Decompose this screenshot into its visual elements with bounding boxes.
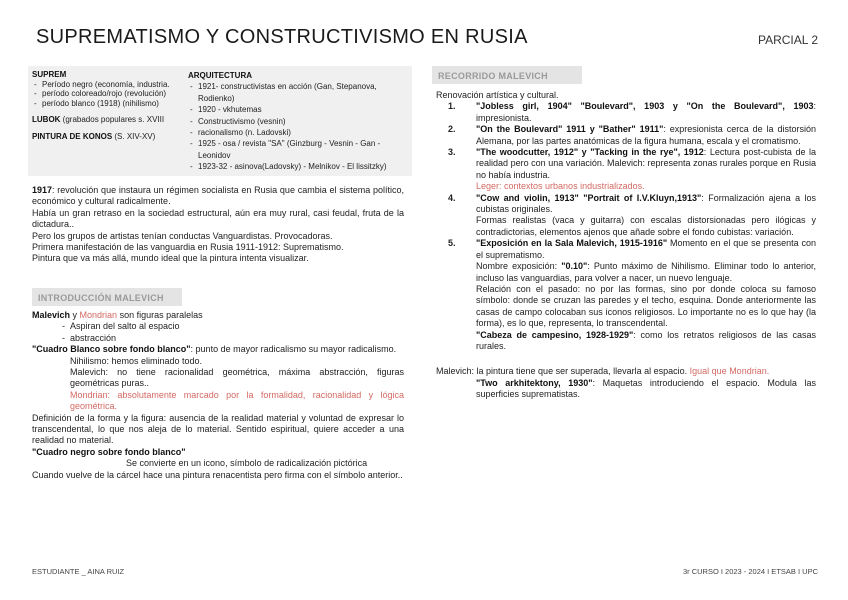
page-title: SUPREMATISMO Y CONSTRUCTIVISMO EN RUSIA [36, 26, 528, 48]
cabeza-line [438, 330, 816, 353]
arquitectura-title: ARQUITECTURA [188, 71, 252, 80]
item-title: "Cow and violin, 1913" "Portrait of I.V.Kluyn,1913" [476, 192, 702, 203]
mondrian-name: Mondrian [79, 310, 118, 320]
arkhi-line [438, 378, 816, 401]
intro-malevich-block [32, 310, 404, 481]
parallel-line [32, 310, 404, 321]
konos-label: PINTURA DE KONOS [32, 131, 113, 141]
item-number: 4. [448, 192, 456, 203]
cuadro-negro-text: Se convierte en un icono, símbolo de radicalización pictórica [126, 458, 368, 469]
lubok-text: (grabados populares s. XVIII [60, 115, 165, 125]
year-text: : revolución que instaura un régimen socialista en Rusia que cambia el sistema político, económico y cultural radicalmente. [32, 185, 404, 207]
bullet-item: - abstracción [60, 333, 404, 344]
expo-rest: : Punto máximo de Nihilismo. Eliminar todo lo anterior, incluso las vanguardias, para volver a nacer, un nuevo lenguaje. [476, 261, 816, 283]
bullet-item: - Aspiran del salto al espacio [60, 321, 404, 332]
formas-line: Formas realistas (vaca y guitarra) con escalas distorsionadas pero ilógicas y contradictorias, elementos ajenos que añade sobre el fondo cubistas: variación. [476, 215, 816, 237]
item-number: 1. [448, 101, 456, 112]
nihilismo-line: Nihilismo: hemos eliminado todo. [70, 355, 203, 366]
lubok-line [32, 115, 180, 125]
year-1917: 1917 [32, 185, 53, 195]
leger-line: Leger: contextos urbanos industrializados. [476, 181, 645, 192]
item-title: "The woodcutter, 1912" y "Tacking in the rye", 1912 [476, 147, 704, 158]
item-title: "Jobless girl, 1904" "Boulevard", 1903 y "On the Boulevard", 1903 [476, 101, 814, 112]
arq-item: - racionalismo (n. Ladovski) [188, 127, 410, 138]
item-number: 2. [448, 124, 456, 135]
konos-line [32, 132, 180, 142]
arquitectura-column [188, 70, 410, 173]
mondrian-geo-line: Mondrian: absolutamente marcado por la formalidad, racionalidad y lógica geométrica. [70, 389, 404, 412]
arq-item: - Constructivismo (vesnin) [188, 116, 410, 127]
intro-1917 [32, 185, 404, 208]
suprem-title: SUPREM [32, 70, 67, 79]
arq-item: - 1925 - osa / revista "SA" (Ginzburg - Vesnin - Gan - Leonidov [188, 138, 410, 161]
recorrido-item [438, 193, 816, 216]
cuadro-blanco-line [32, 344, 404, 355]
cabeza-rest: : como los retratos religiosos de las casas rurales. [476, 329, 817, 351]
recorrido-block [438, 90, 816, 401]
recorrido-heading: RECORRIDO MALEVICH [432, 66, 582, 84]
cuadro-blanco-title: "Cuadro Blanco sobre fondo blanco" [32, 344, 191, 355]
malevich-name: Malevich [32, 310, 71, 320]
item-text: : impresionista. [476, 101, 816, 123]
arq-item: - 1923-32 - asinova(Ladovsky) - Melnikov - El lissitzky) [188, 161, 410, 172]
superada-line [436, 366, 816, 377]
arkhi-title: "Two arkhitektony, 1930" [476, 377, 593, 388]
item-text: : expresionista cerca de la distorsión Alemana, por las partes anatómicas de la figura humana, escala y el cromatismo. [476, 124, 816, 146]
recorrido-item [438, 124, 816, 147]
suprem-item: - período blanco (1918) (nihilismo) [32, 99, 180, 109]
recorrido-item [438, 147, 816, 181]
item-title: "On the Boulevard" 1911 y "Bather" 1911" [476, 124, 664, 135]
item-number: 5. [448, 238, 456, 249]
expo-line [438, 261, 816, 284]
item-text: : Formalización ajena a los cubistas originales. [476, 192, 816, 215]
cabeza-title: "Cabeza de campesino, 1928-1929" [476, 329, 634, 340]
suprem-item: - Período negro (economía, industria. [32, 80, 180, 90]
intro-block [32, 185, 404, 265]
parcial-label: PARCIAL 2 [757, 33, 818, 47]
intro-paragraph: Había un gran retraso en la sociedad estructural, aún era muy rural, casi feudal, fruta de la dictadura.. [32, 207, 404, 230]
parallel-rest: son figuras paralelas [117, 310, 203, 320]
info-box [28, 66, 412, 176]
arq-item: - 1921- constructivistas en acción (Gan, Stepanova, Rodienko) [188, 81, 410, 104]
malevich-geo-line: Malevich: no tiene racionalidad geométrica, máxima abstracción, figuras geométricas puras.. [70, 367, 404, 389]
intro-paragraph: Pero los grupos de artistas tenían conductas Vanguardistas. Provocadoras. [32, 230, 333, 241]
arq-item: - 1920 - vkhutemas [188, 104, 410, 115]
arkhi-rest: : Maquetas introduciendo el espacio. Modula las superficies suprematistas. [476, 377, 817, 400]
item-number: 3. [448, 147, 456, 158]
cuadro-negro-bold: "Cuadro negro sobre fondo blanco" [32, 446, 186, 457]
item-text: : Lectura post-cubista de la realidad pero con una variación. Malevich: representa zonas rurales porque en Rusia no había industria. [476, 147, 816, 180]
item-title: "Exposición en la Sala Malevich, 1915-1916" [476, 238, 668, 249]
recorrido-intro: Renovación artística y cultural. [436, 90, 559, 100]
suprem-column [32, 70, 180, 142]
recorrido-item [438, 238, 816, 261]
final-paragraph: Cuando vuelve de la cárcel hace una pintura renacentista pero firma con el símbolo anterior.. [32, 469, 403, 480]
superada-text: Malevich: la pintura tiene que ser superada, llevarla al espacio. [436, 366, 690, 377]
relacion-line: Relación con el pasado: no por las formas, sino por donde coloca su famoso símbolo: donde se cruzan las paredes y el techo, esquina. Donde anteriormente las casas de campo colocaban sus iconos religiosos. Lo importante no es lo que hay (la forma), es lo que, representa, lo transcendental. [476, 283, 816, 329]
intro-paragraph: Pintura que va más allá, mundo ideal que la pintura intenta visualizar. [32, 253, 309, 264]
intro-paragraph: Primera manifestación de las vanguardia en Rusia 1911-1912: Suprematismo. [32, 242, 344, 253]
expo-label: Nombre exposición: [476, 261, 562, 272]
item-text: Momento en el que se presenta con el suprematismo. [476, 238, 816, 260]
cuadro-negro-title [32, 447, 404, 458]
konos-text: (S. XIV-XV) [112, 131, 156, 141]
lubok-label: LUBOK [32, 115, 61, 125]
suprem-item: - período coloreado/rojo (revolución) [32, 89, 180, 99]
footer-student: ESTUDIANTE _ AINA RUIZ [32, 567, 125, 576]
y-text: y [70, 310, 80, 320]
intro-malevich-heading: INTRODUCCIÓN MALEVICH [32, 288, 182, 306]
recorrido-item [438, 101, 816, 124]
superada-red: Igual que Mondrian. [689, 366, 770, 377]
expo-title: "0.10" [561, 261, 588, 272]
footer-course: 3r CURSO I 2023 - 2024 I ETSAB I UPC [682, 567, 818, 576]
cuadro-blanco-rest: : punto de mayor radicalismo su mayor radicalismo. [190, 344, 397, 355]
definicion-paragraph: Definición de la forma y la figura: ausencia de la realidad material y voluntad de expresar lo transcendental, lo que nos aleja de lo material. Sentido espiritual, quiere acceder a una realidad no material. [32, 412, 404, 446]
